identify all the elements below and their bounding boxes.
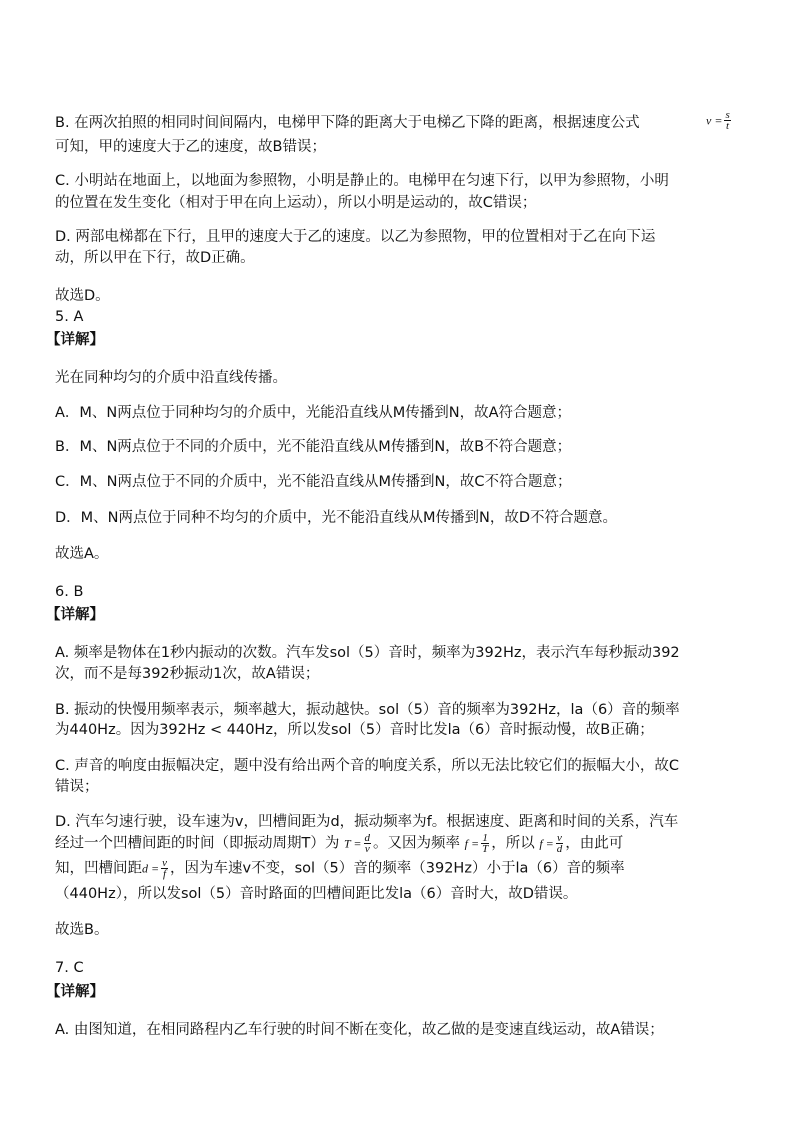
item7-heading: 【详解】 [46,984,104,1000]
item5-option-b: B．M、N两点位于不同的介质中，光不能沿直线从M传播到N，故B不符合题意； [55,439,572,455]
item6-option-d-line1: D. 汽车匀速行驶，设车速为v，凹槽间距为d，振动频率为f。根据速度、距离和时间的关系，汽车 [55,814,679,830]
item4-option-b-line1: B. 在两次拍照的相同时间间隔内，电梯甲下降的距离大于电梯乙下降的距离，根据速度公式 [55,115,640,131]
item4-option-c-line2: 的位置在发生变化（相对于甲在向上运动），所以小明是运动的，故C错误； [55,195,537,211]
item4-option-b-line2: 可知，甲的速度大于乙的速度，故B错误； [55,139,326,155]
item6-number: 6. B [55,584,84,600]
item6-option-c-line1: C. 声音的响度由振幅决定，题中没有给出两个音的响度关系，所以无法比较它们的振幅大小，故C [55,758,679,774]
item5-intro: 光在同种均匀的介质中沿直线传播。 [55,370,287,386]
item6-option-a-line2: 次，而不是每392秒振动1次，故A错误； [55,666,320,682]
item5-option-a: A．M、N两点位于同种均匀的介质中，光能沿直线从M传播到N，故A符合题意； [55,405,572,421]
item6-option-d-line3: 知，凹槽间距d = $\frac{v}{f}$ ，因为车速v不变，sol（5）音的频率（392Hz）小于la（6）音的频率 [55,857,625,880]
item6-option-d-line2: 经过一个凹槽间距的时间（即振动周期T）为 T = $\frac{d}{v}$ 。又因为频率 f = $\frac{1}{T}$ ，所以 f = $\frac{v}{d}$ ，由此可 [55,832,624,855]
item6-option-d-line4: （440Hz），所以发sol（5）音时路面的凹槽间距比发la（6）音时大，故D错误。 [55,886,578,902]
item4-conclusion: 故选D。 [55,288,110,304]
item6-option-b-line2: 为440Hz。因为392Hz < 440Hz，所以发sol（5）音时比发la（6）音时振动慢，故B正确； [55,722,654,738]
item7-option-a: A. 由图知道，在相同路程内乙车行驶的时间不断在变化，故乙做的是变速直线运动，故A错误； [55,1022,664,1038]
item5-conclusion: 故选A。 [55,546,109,562]
item4-option-d-line1: D. 两部电梯都在下行，且甲的速度大于乙的速度。以乙为参照物，甲的位置相对于乙在向下运 [55,229,656,245]
item6-option-b-line1: B. 振动的快慢用频率表示，频率越大，振动越快。sol（5）音的频率为392Hz，la（6）音的频率 [55,702,680,718]
item6-conclusion: 故选B。 [55,922,109,938]
item4-option-c-line1: C. 小明站在地面上，以地面为参照物，小明是静止的。电梯甲在匀速下行，以甲为参照物，小明 [55,173,669,189]
item5-option-c: C．M、N两点位于不同的介质中，光不能沿直线从M传播到N，故C不符合题意； [55,474,572,490]
item5-heading: 【详解】 [46,332,104,348]
item6-heading: 【详解】 [46,607,104,623]
item7-number: 7. C [55,960,84,976]
speed-formula: v = $\frac{s}{t}$ [706,109,730,132]
item6-option-a-line1: A. 频率是物体在1秒内振动的次数。汽车发sol（5）音时，频率为392Hz，表示汽车每秒振动392 [55,645,680,661]
item6-option-c-line2: 错误； [55,779,99,795]
item5-option-d: D．M、N两点位于同种不均匀的介质中，光不能沿直线从M传播到N，故D不符合题意。 [55,510,618,526]
item5-number: 5. A [55,309,84,325]
item4-option-d-line2: 动，所以甲在下行，故D正确。 [55,250,255,266]
